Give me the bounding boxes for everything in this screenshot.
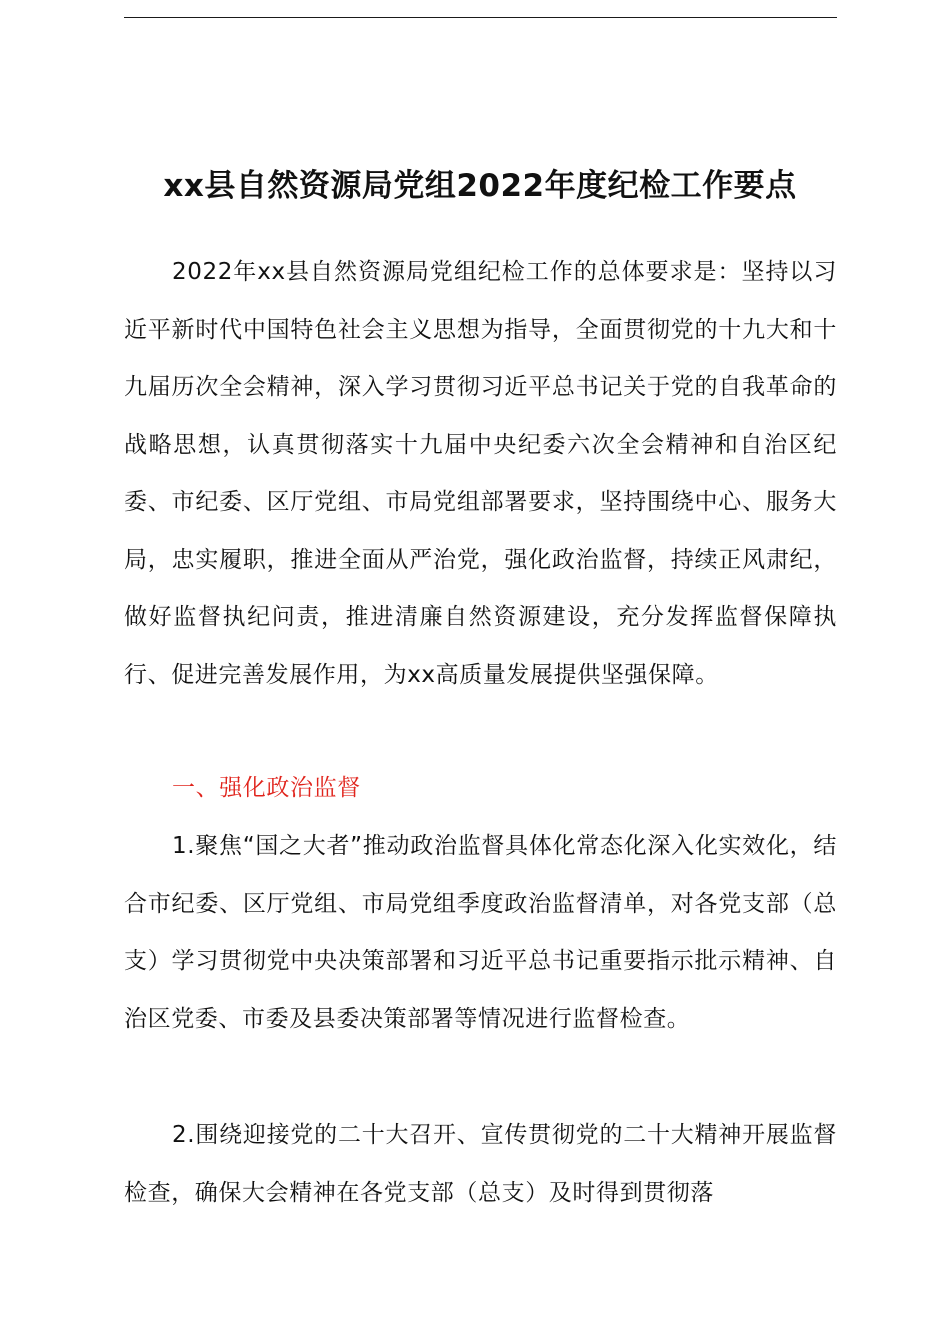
document-title: xx县自然资源局党组2022年度纪检工作要点 [163, 168, 797, 204]
item-paragraph-2: 2.围绕迎接党的二十大召开、宣传贯彻党的二十大精神开展监督检查，确保大会精神在各党支部（总支）及时得到贯彻落 [124, 1122, 837, 1206]
item-paragraph-1: 1.聚焦“国之大者”推动政治监督具体化常态化深入化实效化，结合市纪委、区厅党组、市局党组季度政治监督清单，对各党支部（总支）学习贯彻党中央决策部署和习近平总书记重要指示批示精神、自治区党委、市委及县委决策部署等情况进行监督检查。 [124, 833, 837, 1032]
header-rule [124, 17, 837, 18]
intro-paragraph: 2022年xx县自然资源局党组纪检工作的总体要求是：坚持以习近平新时代中国特色社会主义思想为指导，全面贯彻党的十九大和十九届历次全会精神，深入学习贯彻习近平总书记关于党的自我革命的战略思想，认真贯彻落实十九届中央纪委六次全会精神和自治区纪委、市纪委、区厅党组、市局党组部署要求，坚持围绕中心、服务大局，忠实履职，推进全面从严治党，强化政治监督，持续正风肃纪，做好监督执纪问责，推进清廉自然资源建设，充分发挥监督保障执行、促进完善发展作用，为xx高质量发展提供坚强保障。 [124, 259, 837, 688]
section-heading: 一、强化政治监督 [172, 775, 361, 801]
